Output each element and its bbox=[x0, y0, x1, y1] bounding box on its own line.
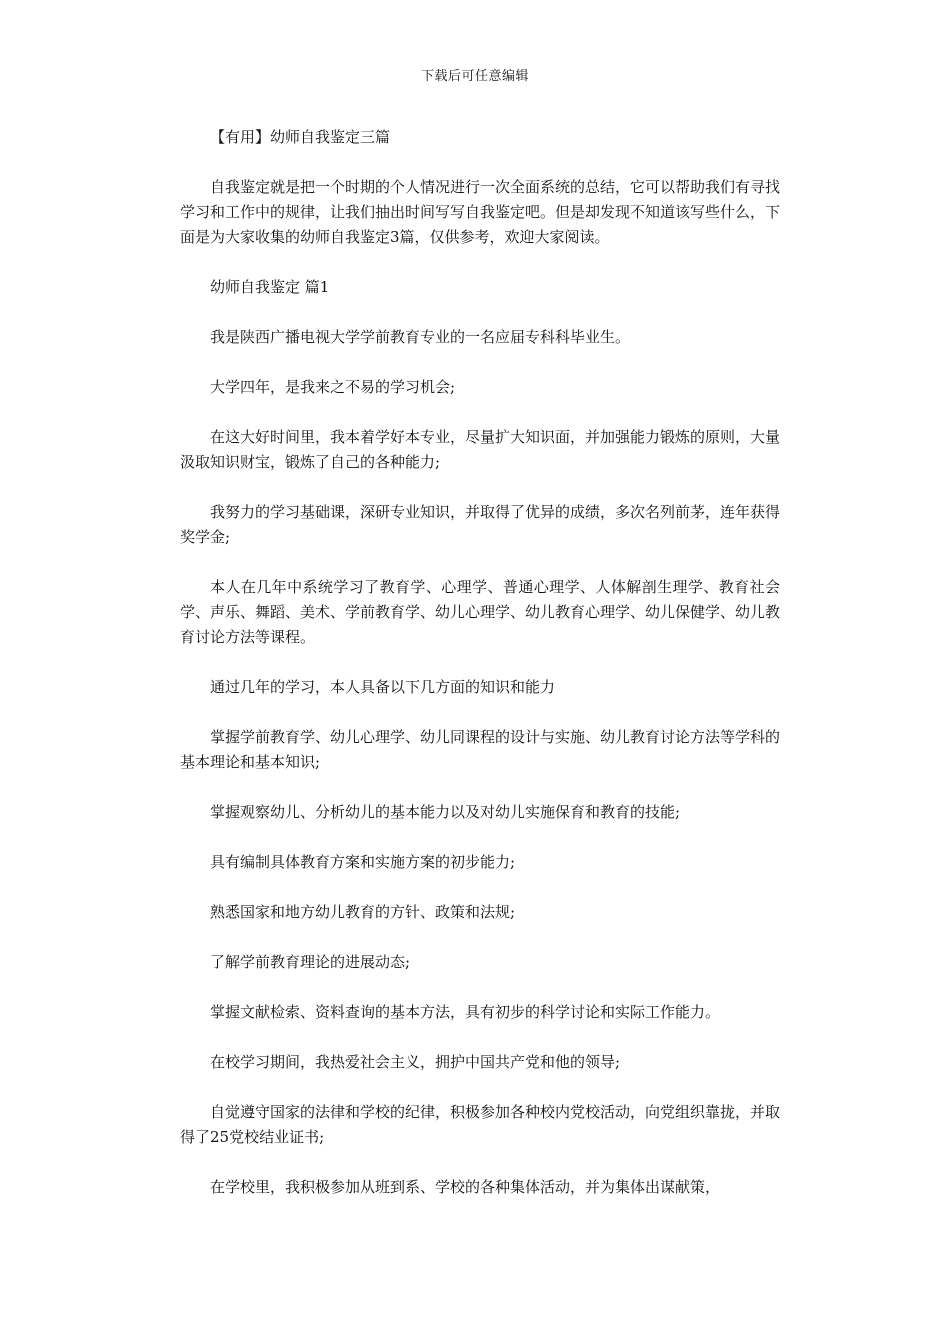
paragraph: 具有编制具体教育方案和实施方案的初步能力; bbox=[210, 853, 516, 871]
paragraph: 了解学前教育理论的进展动态; bbox=[210, 953, 411, 971]
paragraph: 掌握观察幼儿、分析幼儿的基本能力以及对幼儿实施保育和教育的技能; bbox=[210, 803, 681, 821]
section-heading: 幼师自我鉴定 篇1 bbox=[210, 278, 330, 296]
paragraph: 通过几年的学习，本人具备以下几方面的知识和能力 bbox=[210, 678, 556, 696]
paragraph: 本人在几年中系统学习了教育学、心理学、普通心理学、人体解剖生理学、教育社会学、声乐、舞蹈、美术、学前教育学、幼儿心理学、幼儿教育心理学、幼儿保健学、幼儿教育讨论方法等课程。 bbox=[180, 578, 781, 646]
paragraph: 我努力的学习基础课，深研专业知识，并取得了优异的成绩，多次名列前茅，连年获得奖学金; bbox=[180, 503, 781, 546]
paragraph: 自我鉴定就是把一个时期的个人情况进行一次全面系统的总结，它可以帮助我们有寻找学习和工作中的规律，让我们抽出时间写写自我鉴定吧。但是却发现不知道该写些什么，下面是为大家收集的幼师自我鉴定3篇，仅供参考，欢迎大家阅读。 bbox=[180, 178, 781, 246]
paragraph: 掌握文献检索、资料查询的基本方法，具有初步的科学讨论和实际工作能力。 bbox=[210, 1003, 721, 1021]
paragraph: 自觉遵守国家的法律和学校的纪律，积极参加各种校内党校活动，向党组织靠拢，并取得了25党校结业证书; bbox=[180, 1103, 781, 1146]
paragraph: 在校学习期间，我热爱社会主义，拥护中国共产党和他的领导; bbox=[210, 1053, 621, 1071]
document-title: 【有用】幼师自我鉴定三篇 bbox=[210, 128, 391, 146]
paragraph: 在学校里，我积极参加从班到系、学校的各种集体活动，并为集体出谋献策， bbox=[210, 1178, 721, 1196]
paragraph: 熟悉国家和地方幼儿教育的方针、政策和法规; bbox=[210, 903, 516, 921]
paragraph: 我是陕西广播电视大学学前教育专业的一名应届专科科毕业生。 bbox=[210, 328, 631, 346]
paragraph: 大学四年，是我来之不易的学习机会; bbox=[210, 378, 456, 396]
paragraph: 掌握学前教育学、幼儿心理学、幼儿同课程的设计与实施、幼儿教育讨论方法等学科的基本理论和基本知识; bbox=[180, 728, 781, 771]
page-header: 下载后可任意编辑 bbox=[420, 69, 529, 84]
document-body bbox=[180, 125, 780, 1225]
paragraph: 在这大好时间里，我本着学好本专业，尽量扩大知识面，并加强能力锻炼的原则，大量汲取知识财宝，锻炼了自己的各种能力; bbox=[180, 428, 781, 471]
